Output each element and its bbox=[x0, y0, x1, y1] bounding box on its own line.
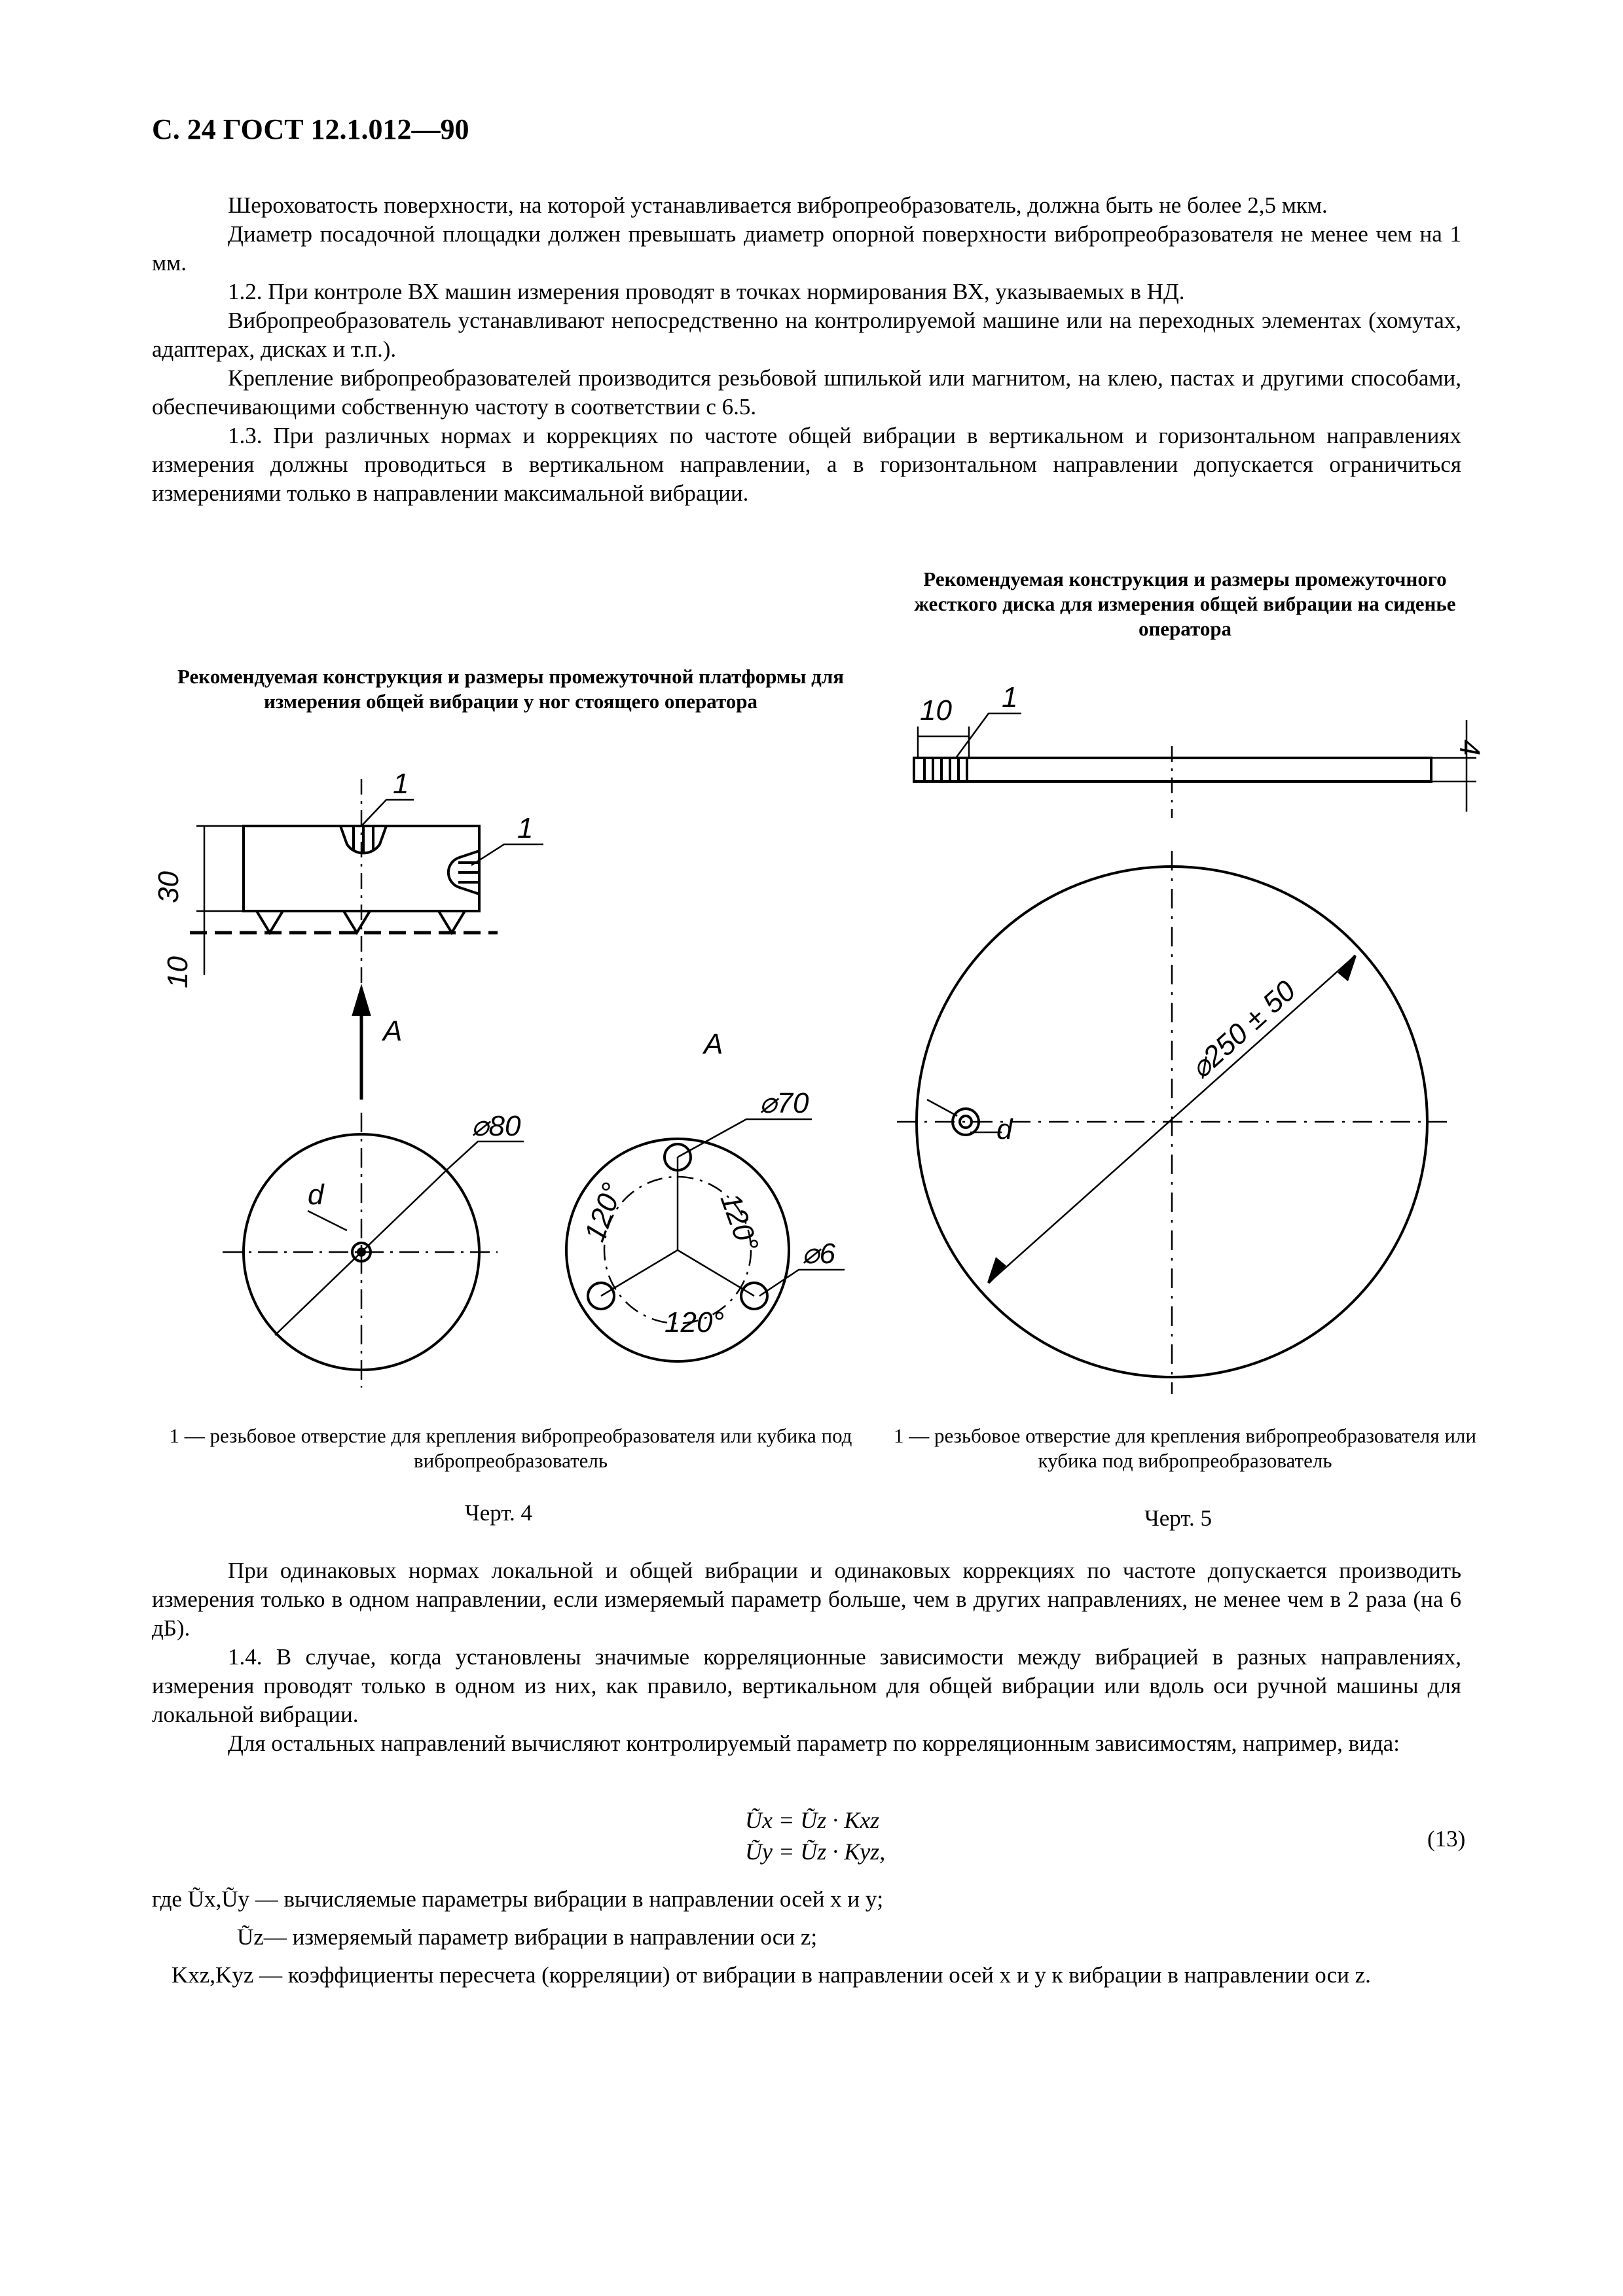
fig4-caption: Рекомендуемая конструкция и размеры промежуточной платформы для измерения общей вибрации у ног стоящего оператора bbox=[177, 665, 844, 713]
where-desc: коэффициенты пересчета (корреляции) от вибрации в направлении осей x и y к вибрации в направлении оси z. bbox=[287, 1962, 1371, 1988]
fig4-arrow-label: А bbox=[383, 1015, 403, 1047]
formula-line-2: Ũy = Ũz · Kyz, bbox=[745, 1839, 886, 1865]
where-desc: измеряемый параметр вибрации в направлении оси z; bbox=[292, 1924, 818, 1950]
fig4-angle-3: 120° bbox=[665, 1306, 725, 1338]
fig5-plan bbox=[897, 851, 1447, 1394]
fig4-plan-outer bbox=[223, 1113, 524, 1388]
where-term: где Ũx,Ũy — bbox=[152, 1886, 278, 1912]
where-desc: вычисляемые параметры вибрации в направлении осей x и y; bbox=[283, 1886, 884, 1912]
where-term: Kxz,Kyz — bbox=[172, 1962, 283, 1988]
body-text-bottom bbox=[152, 1556, 1461, 1758]
page-header: С. 24 ГОСТ 12.1.012—90 bbox=[152, 113, 469, 145]
where-term: Ũz— bbox=[237, 1924, 287, 1950]
fig4-hole-diam: ⌀6 bbox=[802, 1238, 835, 1270]
fig4-dim-leg: 10 bbox=[162, 956, 194, 988]
where-row bbox=[152, 1885, 883, 1914]
fig5-label: Черт. 5 bbox=[1144, 1505, 1212, 1531]
fig5-side-view bbox=[914, 713, 1476, 818]
fig4-angle-2: 120° bbox=[714, 1189, 765, 1256]
fig5-legend: 1 — резьбовое отверстие для крепления вибропреобразователя или кубика под вибропреобразователь bbox=[893, 1424, 1476, 1472]
fig4-callout-1b: 1 bbox=[517, 812, 534, 844]
fig4-diam-inner: ⌀70 bbox=[759, 1087, 809, 1119]
fig4-dim-height: 30 bbox=[153, 871, 185, 903]
fig4-legend: 1 — резьбовое отверстие для крепления вибропреобразователя или кубика под вибропреобразователь bbox=[169, 1424, 852, 1472]
fig5-d-label: d bbox=[996, 1113, 1013, 1145]
fig5-callout-1: 1 bbox=[1002, 681, 1018, 713]
paragraph: Шероховатость поверхности, на которой устанавливается вибропреобразователь, должна быть не более 2,5 мкм. bbox=[228, 192, 1328, 218]
equation-number: (13) bbox=[1427, 1826, 1466, 1852]
paragraph: 1.2. При контроле ВХ машин измерения проводят в точках нормирования ВХ, указываемых в НД. bbox=[228, 279, 1185, 304]
paragraph: Вибропреобразователь устанавливают непосредственно на контролируемой машине или на переходных элементах (хомутах, адаптерах, дисках и т.п.). bbox=[152, 308, 1461, 362]
fig4-diam-outer: ⌀80 bbox=[471, 1110, 521, 1142]
where-row bbox=[237, 1923, 817, 1952]
paragraph: 1.3. При различных нормах и коррекциях по частоте общей вибрации в вертикальном и горизонтальном направлениях измерения должны проводиться в вертикальном направлении, а в горизонтальном направлении допускается ограничиться измерениями только в направлении максимальной вибрации. bbox=[152, 423, 1461, 506]
formula-line-1: Ũx = Ũz · Kxz bbox=[745, 1807, 880, 1833]
fig5-diam: ⌀250 ± 50 bbox=[1184, 974, 1302, 1085]
fig4-label: Черт. 4 bbox=[465, 1500, 532, 1526]
where-row bbox=[172, 1961, 1461, 1990]
fig4-angle-1: 120° bbox=[578, 1179, 629, 1246]
paragraph: Крепление вибропреобразователей производится резьбовой шпилькой или магнитом, на клею, пастах и другими способами, обеспечивающими собственную частоту в соответствии с 6.5. bbox=[152, 365, 1461, 420]
fig5-dim-width: 10 bbox=[920, 694, 952, 726]
fig4-callout-1: 1 bbox=[393, 768, 409, 800]
fig5-dim-thickness: 4 bbox=[1453, 740, 1486, 756]
fig4-d-label: d bbox=[308, 1179, 324, 1211]
fig4-side-view bbox=[190, 779, 543, 1100]
paragraph: Для остальных направлений вычисляют контролируемый параметр по корреляционным зависимостям, например, вида: bbox=[228, 1731, 1400, 1756]
paragraph: При одинаковых нормах локальной и общей вибрации и одинаковых коррекциях по частоте допускается производить измерения только в одном направлении, если измеряемый параметр больше, чем в других направлениях, не менее чем в 2 раза (на 6 дБ). bbox=[152, 1558, 1461, 1641]
fig5-caption: Рекомендуемая конструкция и размеры промежуточного жесткого диска для измерения общей вибрации на сиденье оператора bbox=[914, 567, 1456, 640]
paragraph: Диаметр посадочной площадки должен превышать диаметр опорной поверхности вибропреобразователя не менее чем на 1 мм. bbox=[152, 221, 1461, 276]
paragraph: 1.4. В случае, когда установлены значимые корреляционные зависимости между вибрацией в разных направлениях, измерения проводят только в одном из них, как правило, вертикальном для общей вибрации или вдоль оси ручной машины для локальной вибрации. bbox=[152, 1644, 1461, 1727]
fig4-view-label: A bbox=[704, 1028, 723, 1060]
